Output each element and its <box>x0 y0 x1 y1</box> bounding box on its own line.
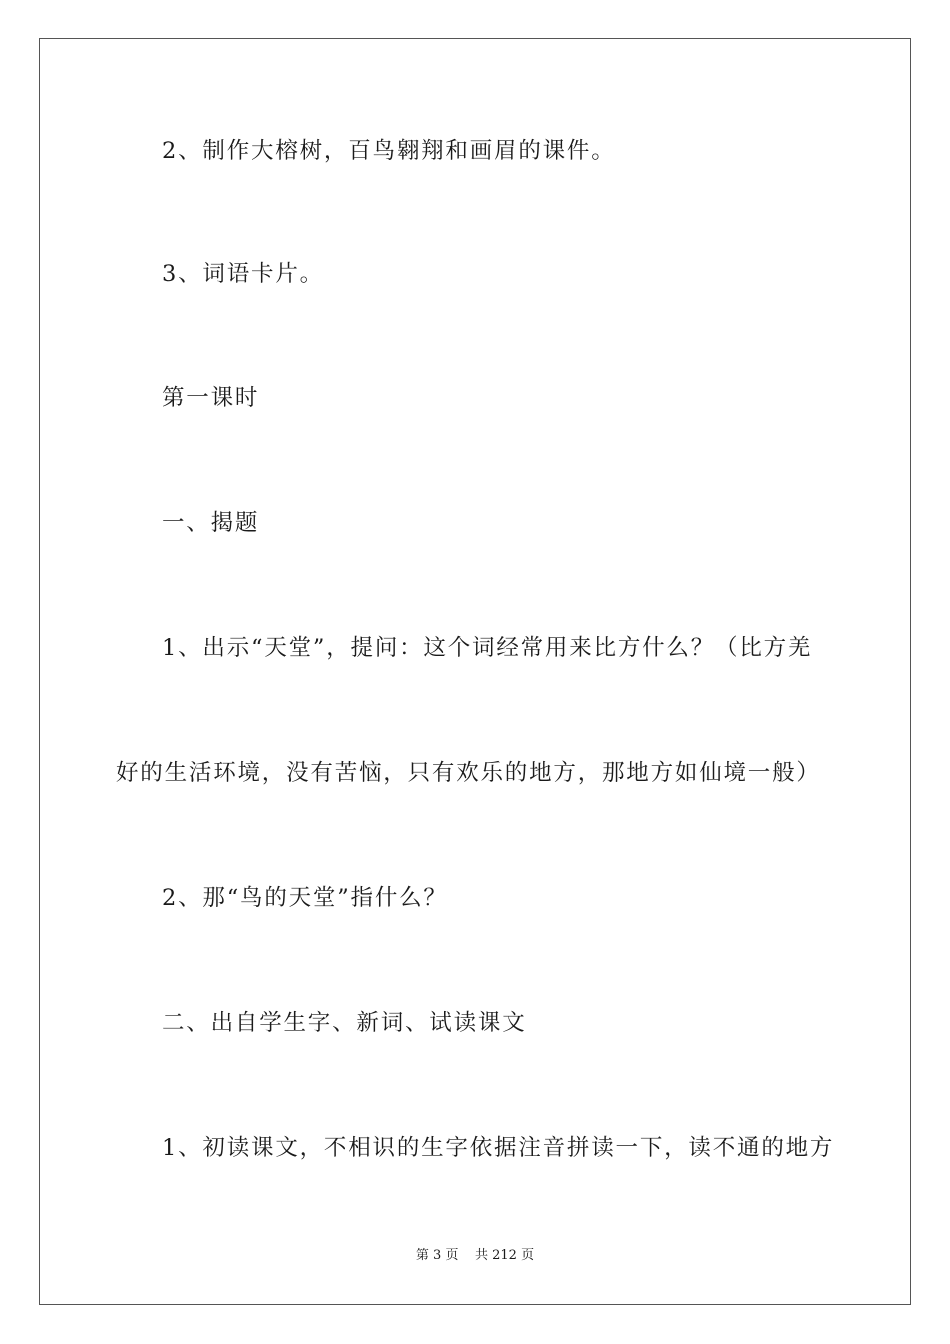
paragraph-word-cards: 3、词语卡片。 <box>162 261 324 287</box>
section-heading-reveal-title: 一、揭题 <box>162 510 260 536</box>
page-border <box>39 38 911 1305</box>
section-heading-first-lesson: 第一课时 <box>162 385 260 411</box>
section-heading-self-study: 二、出自学生字、新词、试读课文 <box>162 1010 527 1036</box>
paragraph-bird-heaven-question: 2、那“鸟的天堂”指什么？ <box>162 885 448 911</box>
paragraph-courseware: 2、制作大榕树，百鸟翱翔和画眉的课件。 <box>162 138 616 164</box>
paragraph-first-reading: 1、初读课文，不相识的生字依据注音拼读一下，读不通的地方 <box>162 1135 835 1161</box>
page-number-footer: 第 3 页 共 212 页 <box>415 1248 535 1263</box>
paragraph-heaven-question-continued: 好的生活环境，没有苦恼，只有欢乐的地方，那地方如仙境一般） <box>116 760 821 786</box>
paragraph-heaven-question: 1、出示“天堂”，提问：这个词经常用来比方什么？（比方羌 <box>162 635 813 661</box>
